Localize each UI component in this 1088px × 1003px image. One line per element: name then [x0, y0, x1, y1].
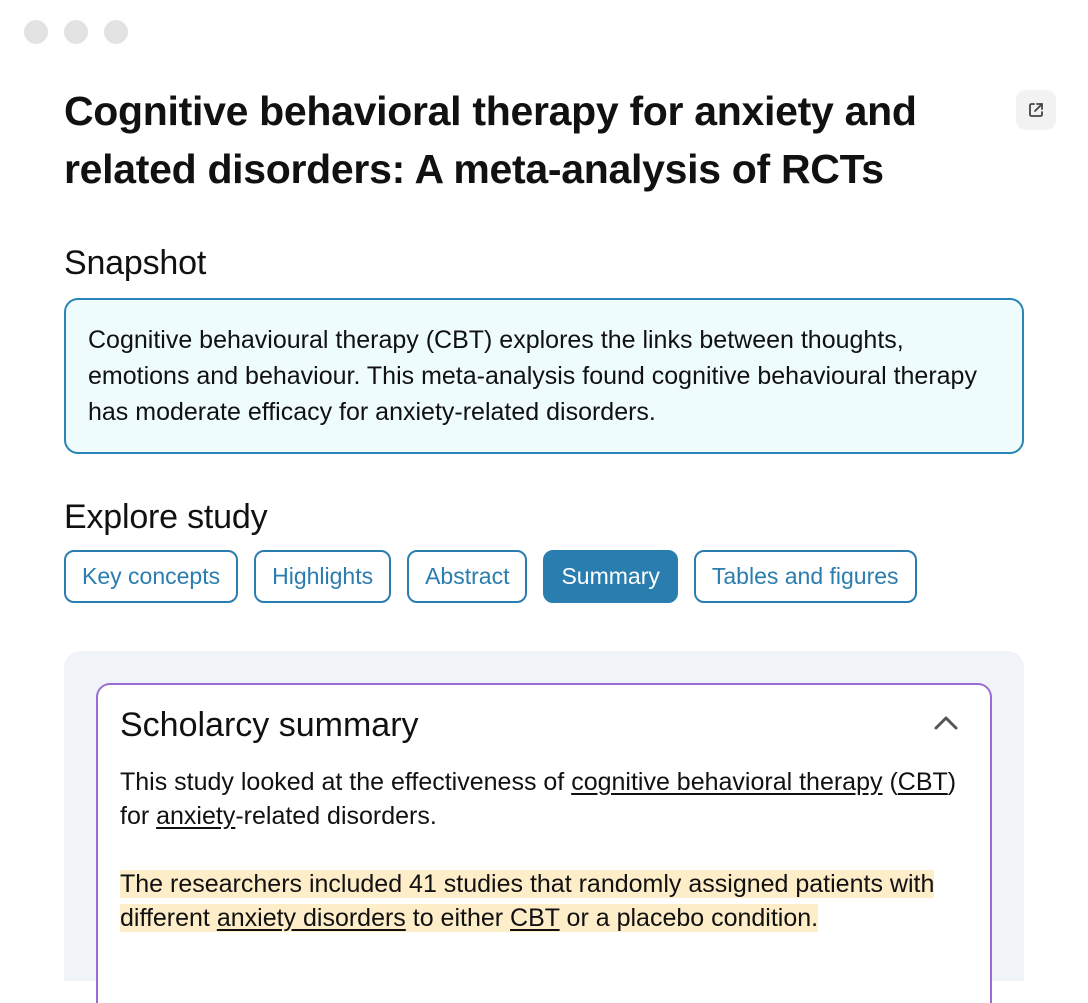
collapse-button[interactable] — [928, 707, 964, 743]
summary-text-fragment: to either — [405, 904, 511, 932]
window-controls — [24, 20, 128, 44]
link-cbt[interactable]: CBT — [897, 768, 948, 796]
summary-card-header — [120, 703, 968, 747]
snapshot-text: Cognitive behavioural therapy (CBT) explores the links between thoughts, emotions and behaviour. This meta-analysis found cognitive behavioural therapy has moderate efficacy for anxiety-related disorders. — [88, 326, 977, 426]
summary-paragraph-2 — [120, 867, 980, 935]
explore-study-heading: Explore study — [64, 498, 268, 536]
link-anxiety[interactable]: anxiety — [156, 802, 236, 830]
scholarcy-summary-card — [96, 683, 992, 1003]
page-title: Cognitive behavioral therapy for anxiety and related disorders: A meta-analysis of RCTs — [64, 88, 917, 192]
tab-tables-and-figures[interactable]: Tables and figures — [694, 550, 917, 603]
window-minimize-button[interactable] — [64, 20, 88, 44]
tab-summary[interactable]: Summary — [543, 550, 677, 603]
link-cognitive-behavioral-therapy[interactable]: cognitive behavioral therapy — [571, 768, 883, 796]
summary-text-fragment: -related disorders. — [235, 802, 437, 830]
summary-paragraph-1 — [120, 765, 980, 833]
tab-highlights[interactable]: Highlights — [254, 550, 391, 603]
summary-text-fragment: This study looked at the effectiveness of — [120, 768, 572, 796]
summary-text-fragment: The researchers included 41 studies that randomly assigned patients with different — [120, 870, 935, 932]
tab-abstract[interactable]: Abstract — [407, 550, 527, 603]
summary-text-fragment: ( — [882, 768, 898, 796]
snapshot-heading: Snapshot — [64, 244, 207, 282]
link-cbt-2[interactable]: CBT — [510, 904, 560, 932]
explore-tabs — [64, 550, 1024, 603]
summary-text-fragment: or a placebo condition. — [559, 904, 819, 932]
main-content — [64, 82, 1024, 981]
chevron-up-icon — [933, 715, 959, 736]
tab-key-concepts[interactable]: Key concepts — [64, 550, 238, 603]
snapshot-box — [64, 298, 1024, 454]
highlighted-sentence — [120, 870, 934, 932]
summary-title: Scholarcy summary — [120, 706, 419, 744]
summary-text-fragment: ) for — [120, 768, 957, 830]
window-maximize-button[interactable] — [104, 20, 128, 44]
link-anxiety-disorders[interactable]: anxiety disorders — [216, 904, 406, 932]
external-link-icon — [1026, 100, 1046, 120]
summary-panel — [64, 651, 1024, 981]
window-close-button[interactable] — [24, 20, 48, 44]
